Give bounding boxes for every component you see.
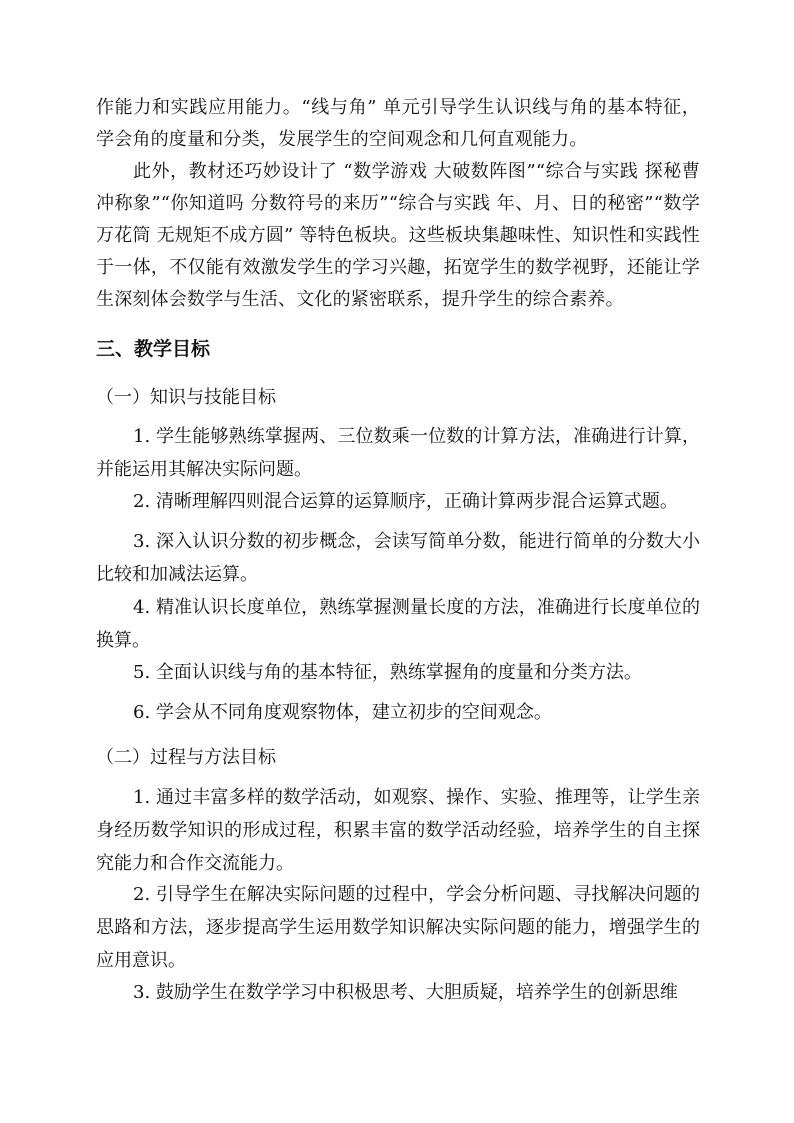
process-item-1: 1. 通过丰富多样的数学活动，如观察、操作、实验、推理等，让学生亲身经历数学知识的形成过程，积累丰富的数学活动经验，培养学生的自主探究能力和合作交流能力。: [96, 787, 700, 874]
knowledge-item-1: 1. 学生能够熟练掌握两、三位数乘一位数的计算方法，准确进行计算，并能运用其解决实际问题。: [96, 426, 700, 480]
intro-continuation-paragraph: [96, 92, 700, 156]
process-methods-heading: （二）过程与方法目标: [96, 747, 276, 768]
knowledge-item-3: 3. 深入认识分数的初步概念，会读写简单分数，能进行简单的分数大小比较和加减法运算。: [96, 531, 700, 585]
knowledge-item-4: 4. 精准认识长度单位，熟练掌握测量长度的方法，准确进行长度单位的换算。: [96, 597, 700, 651]
section-3-heading: 三、教学目标: [96, 338, 211, 360]
knowledge-item-5: 5. 全面认识线与角的基本特征，熟练掌握角的度量和分类方法。: [133, 662, 642, 683]
features-text: 此外，教材还巧妙设计了 “数学游戏 大破数阵图”“综合与实践 探秘曹冲称象”“你知道吗 分数符号的来历”“综合与实践 年、月、日的秘密”“数学万花筒 无规矩不成方圆” 等特色板块。这些板块集趣味性、知识性和实践性于一体，不仅能有效激发学生的学习兴趣，拓宽学生的数学视野，还能让学生深刻体会数学与生活、文化的紧密联系，提升学生的综合素养。: [96, 161, 700, 310]
knowledge-item-6: 6. 学会从不同角度观察物体，建立初步的空间观念。: [133, 702, 552, 723]
intro-continuation-text: 作能力和实践应用能力。“线与角” 单元引导学生认识线与角的基本特征，学会角的度量和分类，发展学生的空间观念和几何直观能力。: [96, 97, 700, 150]
knowledge-item-2: 2. 清晰理解四则混合运算的运算顺序，正确计算两步混合运算式题。: [133, 491, 678, 512]
knowledge-skills-heading: （一）知识与技能目标: [96, 387, 276, 408]
process-item-3: 3. 鼓励学生在数学学习中积极思考、大胆质疑，培养学生的创新思维: [133, 982, 678, 1003]
features-paragraph: [96, 156, 700, 316]
process-item-2: 2. 引导学生在解决实际问题的过程中，学会分析问题、寻找解决问题的思路和方法，逐步提高学生运用数学知识解决实际问题的能力，增强学生的应用意识。: [96, 884, 700, 971]
